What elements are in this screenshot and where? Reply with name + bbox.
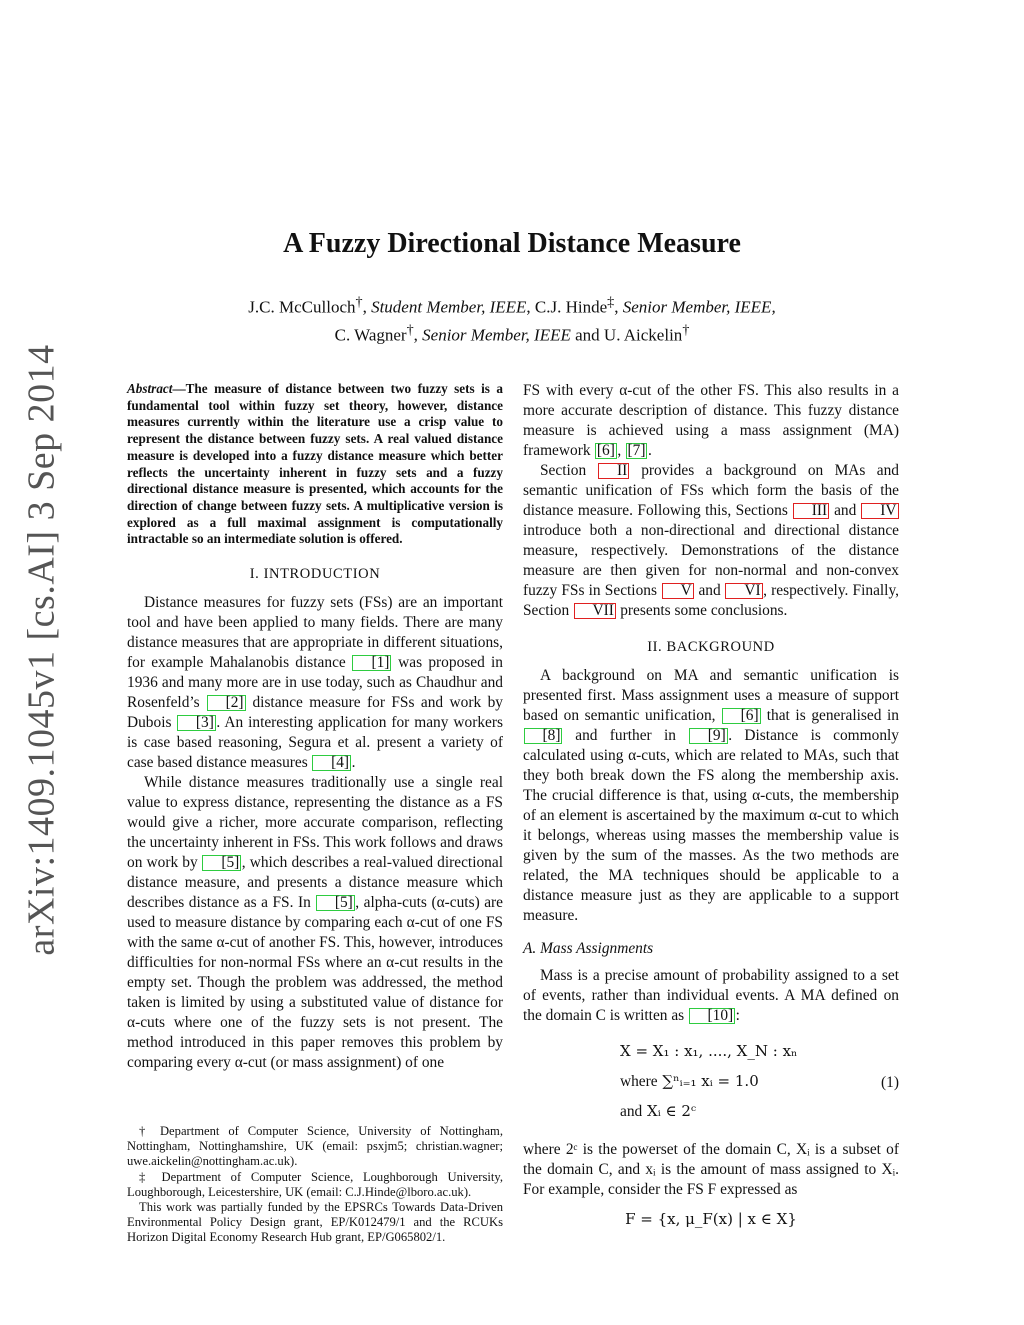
abstract [127,381,503,548]
arxiv-stamp-text: arXiv:1409.1045v1 [cs.AI] 3 Sep 2014 [21,344,64,956]
equation-math: ∑ⁿᵢ₌₁ xᵢ = 1.0 [662,1072,759,1090]
affiliation-mark: † [682,321,690,338]
equation-line: X = X₁ : x₁, ...., X_N : xₙ [620,1042,798,1060]
intro-paragraph-1 [127,593,503,773]
text-run: was proposed in 1936 and many more are in use today, such as Chaudhur and Rosenfeld’s [127,654,503,712]
affiliation-mark: † [406,321,414,338]
author-role: Senior Member, IEEE [422,325,571,345]
section-link[interactable]: IV [861,503,898,519]
author-name: C.J. Hinde [534,297,608,317]
section-link[interactable]: VI [725,583,762,599]
abstract-label: Abstract [127,381,173,396]
equation-2: F = {x, μ_F(x) | x ∈ X} [625,1210,797,1228]
mass-assignment-paragraph-1 [523,966,899,1026]
intro-paragraph-2 [127,773,503,1073]
author-list [0,291,1024,346]
footnote-funding: This work was partially funded by the EPSRCs Towards Data-Driven Environmental Policy Design grant, EP/K012479/1 and the RCUKs Horizon Digital Economy Research Hub grant, EP/G065802/1. [127,1200,503,1245]
citation-link[interactable]: [9] [689,728,728,744]
abstract-text: —The measure of distance between two fuzzy sets is a fundamental tool within fuzzy set theory, however, distance measures currently within the literature use a crisp value to represent the distance between fuzzy sets. A real valued distance measure is developed into a fuzzy distance measure which better reflects the uncertainty inherent in fuzzy sets and a fuzzy directional distance measure is presented, which accounts for the direction of change between fuzzy sets. A multiplicative version is explored as a full maximal assignment is computationally intractable so an intermediate solution is offered. [127,381,503,547]
footnote-affiliation-nottingham: † Department of Computer Science, University of Nottingham, Nottingham, Nottinghamshire, UK (email: psxjm5; christian.wagner; uwe.aickelin@nottingham.ac.uk). [127,1124,503,1169]
text-run: presents some conclusions. [616,602,788,619]
citation-link[interactable]: [6] [722,708,761,724]
paper-title: A Fuzzy Directional Distance Measure [283,228,741,259]
text-run: , respectively. Finally, Section [523,582,899,619]
text-run: , alpha-cuts (α-cuts) are used to measure distance by comparing each α-cut of one FS with the same α-cut of another FS. This, however, introduces difficulties for non-normal FSs where an α-cut results in the empty set. Though the problem was addressed, the method taken is limited by using a substituted value of distance for α-cuts where one of the fuzzy sets is not present. The method introduced in this paper removes this problem by comparing every α-cut (or mass assignment) of one [127,894,504,1072]
text-run: Section [540,462,598,479]
text-run: . An interesting application for many workers is case based reasoning, Segura et al. present a variety of case based distance measures [127,714,503,772]
text-run: distance measure for FSs and work by Dubois [127,694,503,732]
background-paragraph-1 [523,666,899,926]
author-role: Student Member, IEEE [371,297,527,317]
text-run: and [829,502,861,519]
equation-1 [523,1038,899,1134]
text-run: . Distance is commonly calculated using α-cuts, which are related to MAs, such that they both break down the FS along the membership axis. The crucial difference is that, using α-cuts, the membership of an element is ascertained by the maximum α-cut to which it belongs, whereas using masses the membership value is given by the sum of the masses. As the two methods are related, the MA techniques should be applicable to a distance measure just as they are applicable to a support measure. [523,727,899,924]
author-name: C. Wagner [334,325,407,345]
footnotes [127,1124,503,1246]
intro-paragraph-4 [523,461,899,621]
section-link[interactable]: II [598,463,629,479]
affiliation-mark: ‡ [607,294,615,310]
right-column [523,381,899,1228]
text-run: , [617,442,626,459]
equation-math: Xᵢ ∈ 2ᶜ [647,1102,697,1120]
text-run: A background on MA and semantic unification is presented first. Mass assignment uses a measure of support based on semantic unification, [523,667,899,724]
section-link[interactable]: III [793,503,829,519]
author-line-2: C. Wagner†, Senior Member, IEEE and U. Aickelin† [334,321,690,345]
text-run: : [735,1007,740,1024]
subsection-heading-mass-assignments: A. Mass Assignments [523,940,654,957]
citation-link[interactable]: [3] [177,715,216,731]
author-and: and [575,325,600,345]
citation-link[interactable]: [8] [524,728,563,744]
citation-link[interactable]: [10] [689,1008,736,1024]
arxiv-stamp [21,344,64,956]
text-run: , which describes a real-valued directional distance measure, and presents a distance measure which describes distance as a FS. In [127,854,503,912]
left-column [127,381,503,1073]
section-heading-introduction: I. INTRODUCTION [249,566,381,583]
citation-link[interactable]: [5] [316,895,355,911]
text-run: and further in [562,727,689,744]
citation-link[interactable]: [6] [596,442,615,459]
author-line-1: J.C. McCulloch†, Student Member, IEEE, C.J. Hinde‡, Senior Member, IEEE, [248,294,776,317]
author-name: J.C. McCulloch [248,297,356,317]
equation-number: (1) [881,1074,899,1091]
equation-word: where [620,1073,658,1090]
text-run: . [647,442,652,459]
affiliation-mark: † [355,294,363,310]
text-run: While distance measures traditionally use a single real value to express distance, representing the distance as a FS would give a richer, more accurate comparison, reflecting the uncertainty inherent in FSs. This work follows and draws on work by [127,774,503,872]
author-role: Senior Member, IEEE, [622,297,776,317]
equation-line [620,1072,759,1091]
section-heading-background: II. BACKGROUND [647,639,775,655]
section-link[interactable]: V [662,583,694,599]
text-run: and [694,582,725,599]
intro-paragraph-3 [523,381,899,461]
mass-assignment-paragraph-2: where 2ᶜ is the powerset of the domain C, Xᵢ is a subset of the domain C, and xᵢ is the amount of mass assigned to Xᵢ. For example, consider the FS F expressed as [523,1141,899,1198]
text-run: introduce both a non-directional and directional distance measure, respectively. Demonstrations of the distance measure are then given for non-normal and non-convex fuzzy FSs in Sections [523,522,899,599]
citation-link[interactable]: [1] [352,655,391,671]
equation-line [620,1102,696,1121]
text-run: FS with every α-cut of the other FS. This also results in a more accurate description of distance. This fuzzy distance measure is achieved using a mass assignment (MA) framework [523,382,899,459]
author-name: U. Aickelin [603,325,683,345]
citation-link[interactable]: [7] [627,442,646,459]
text-run: Mass is a precise amount of probability assigned to a set of events, rather than individual events. A MA defined on the domain C is written as [523,967,899,1024]
text-run: that is generalised in [761,707,899,724]
equation-word: and [620,1103,643,1120]
text-run: Distance measures for fuzzy sets (FSs) are an important tool and have been applied to many fields. There are many distance measures that are appropriate in different situations, for example Mahalanobis distance [127,594,503,672]
section-link[interactable]: VII [574,603,616,619]
citation-link[interactable]: [4] [312,755,351,771]
text-run: provides a background on MAs and semantic unification of FSs which form the basis of the distance measure. Following this, Sections [523,462,899,519]
text-run: . [351,754,356,772]
footnote-affiliation-loughborough: ‡ Department of Computer Science, Loughborough University, Loughborough, Leicestershire, UK (email: C.J.Hinde@lboro.ac.uk). [127,1169,503,1199]
citation-link[interactable]: [5] [202,855,241,871]
citation-link[interactable]: [2] [207,695,246,711]
